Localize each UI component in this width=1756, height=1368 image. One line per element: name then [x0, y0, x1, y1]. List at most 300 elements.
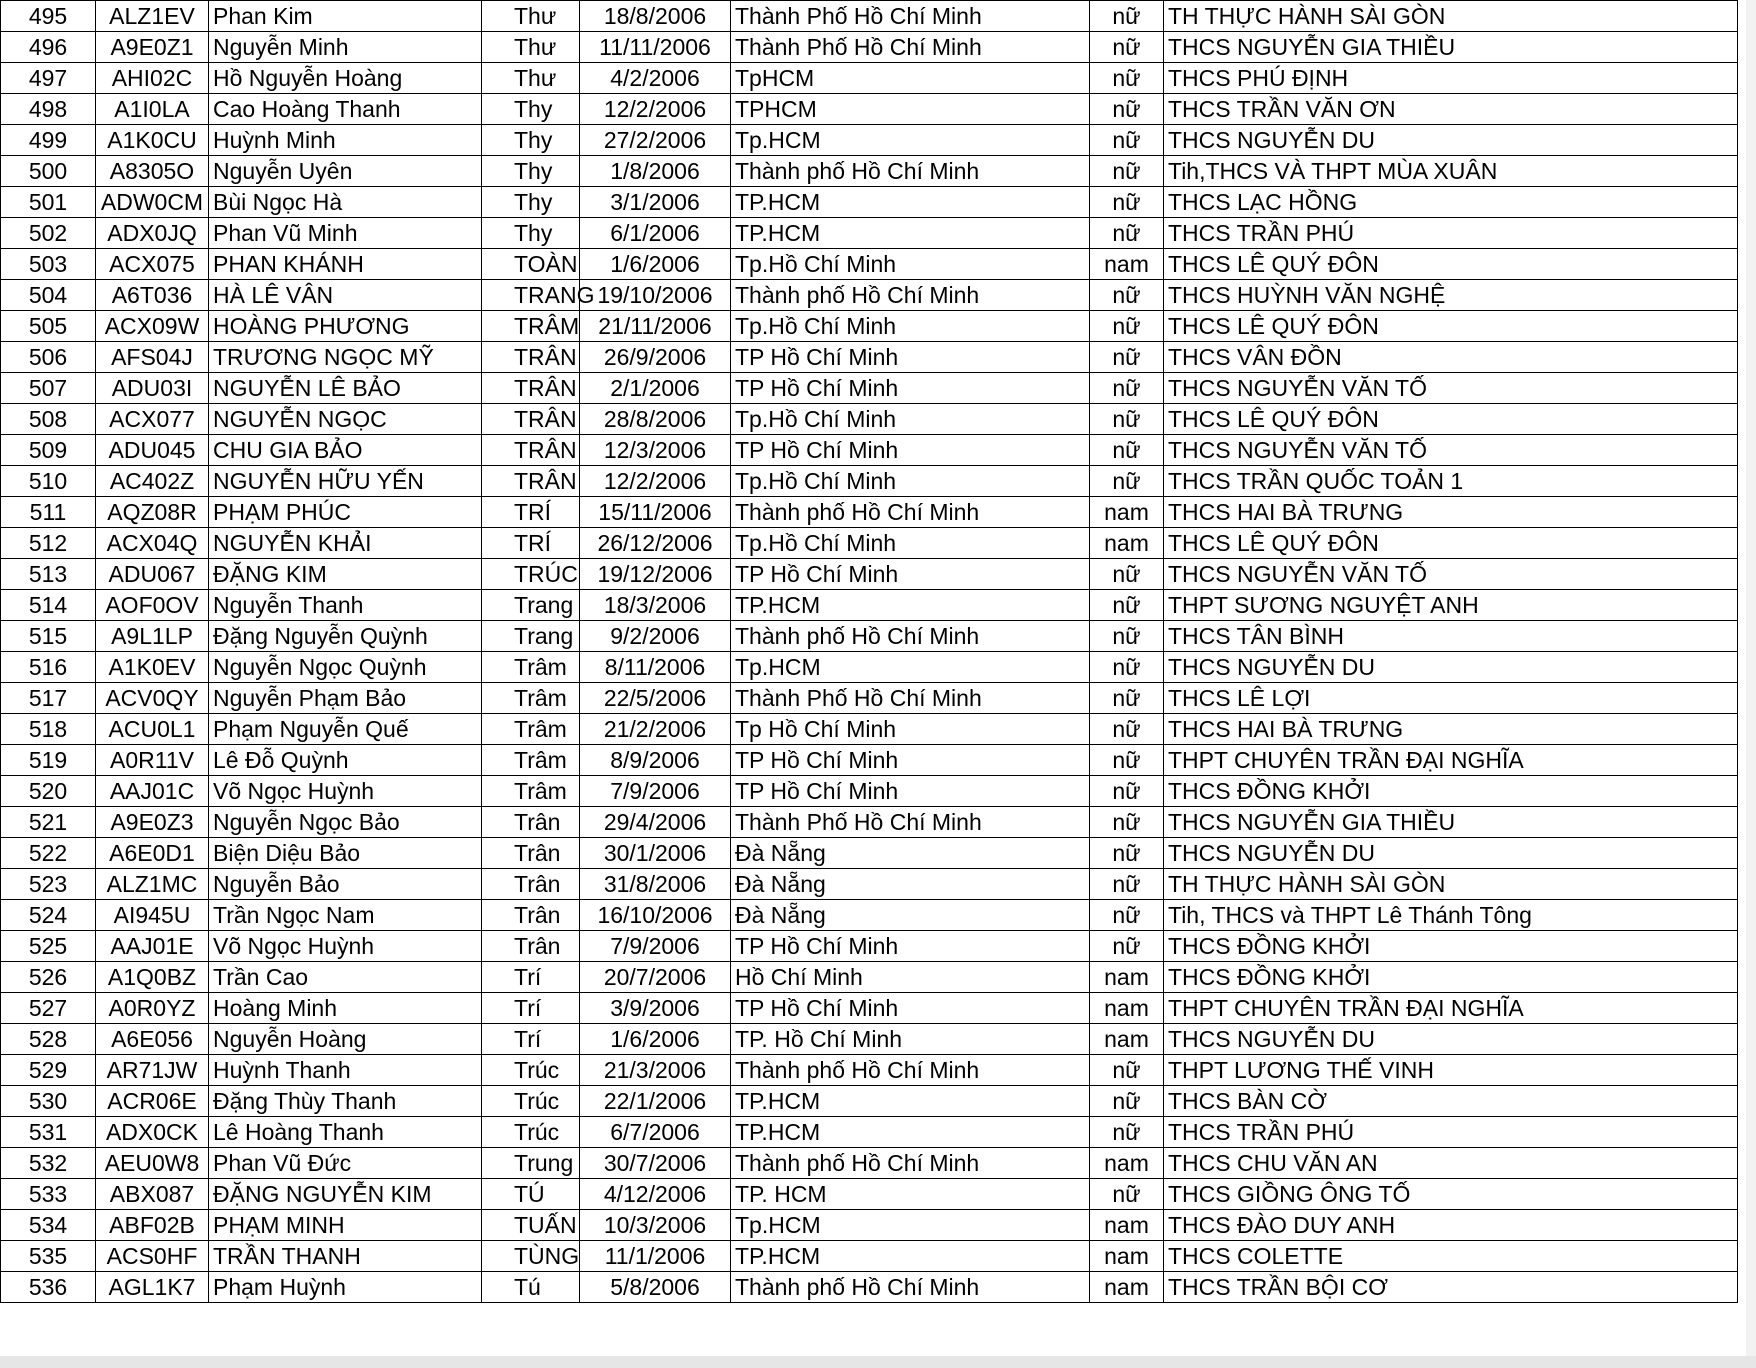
school-cell[interactable]: THCS LẠC HỒNG — [1164, 187, 1738, 218]
first-name-cell[interactable]: Trí — [482, 962, 580, 993]
birth-date-cell[interactable]: 18/3/2006 — [580, 590, 731, 621]
school-cell[interactable]: THCS NGUYỄN VĂN TỐ — [1164, 559, 1738, 590]
row-number-cell[interactable]: 528 — [1, 1024, 96, 1055]
surname-cell[interactable]: Nguyễn Phạm Bảo — [209, 683, 482, 714]
student-code-cell[interactable]: AI945U — [96, 900, 209, 931]
school-cell[interactable]: THCS ĐỒNG KHỞI — [1164, 931, 1738, 962]
surname-cell[interactable]: NGUYỄN KHẢI — [209, 528, 482, 559]
school-cell[interactable]: THCS NGUYỄN VĂN TỐ — [1164, 435, 1738, 466]
birth-date-cell[interactable]: 12/2/2006 — [580, 466, 731, 497]
surname-cell[interactable]: Huỳnh Thanh — [209, 1055, 482, 1086]
gender-cell[interactable]: nữ — [1090, 435, 1164, 466]
row-number-cell[interactable]: 512 — [1, 528, 96, 559]
birth-place-cell[interactable]: TP. HCM — [731, 1179, 1090, 1210]
row-number-cell[interactable]: 516 — [1, 652, 96, 683]
student-code-cell[interactable]: ACX04Q — [96, 528, 209, 559]
school-cell[interactable]: THPT LƯƠNG THẾ VINH — [1164, 1055, 1738, 1086]
row-number-cell[interactable]: 532 — [1, 1148, 96, 1179]
gender-cell[interactable]: nữ — [1090, 714, 1164, 745]
first-name-cell[interactable]: TRÚC — [482, 559, 580, 590]
gender-cell[interactable]: nữ — [1090, 94, 1164, 125]
first-name-cell[interactable]: TRÍ — [482, 497, 580, 528]
row-number-cell[interactable]: 505 — [1, 311, 96, 342]
student-code-cell[interactable]: AOF0OV — [96, 590, 209, 621]
gender-cell[interactable]: nữ — [1090, 683, 1164, 714]
first-name-cell[interactable]: Thư — [482, 1, 580, 32]
first-name-cell[interactable]: Thy — [482, 94, 580, 125]
row-number-cell[interactable]: 531 — [1, 1117, 96, 1148]
row-number-cell[interactable]: 535 — [1, 1241, 96, 1272]
gender-cell[interactable]: nữ — [1090, 931, 1164, 962]
first-name-cell[interactable]: Trí — [482, 993, 580, 1024]
school-cell[interactable]: THCS VÂN ĐỒN — [1164, 342, 1738, 373]
surname-cell[interactable]: Đặng Thùy Thanh — [209, 1086, 482, 1117]
first-name-cell[interactable]: Thy — [482, 156, 580, 187]
student-code-cell[interactable]: ADU03I — [96, 373, 209, 404]
student-code-cell[interactable]: AFS04J — [96, 342, 209, 373]
row-number-cell[interactable]: 495 — [1, 1, 96, 32]
surname-cell[interactable]: Phan Vũ Đức — [209, 1148, 482, 1179]
first-name-cell[interactable]: Trân — [482, 869, 580, 900]
student-code-cell[interactable]: ADU067 — [96, 559, 209, 590]
row-number-cell[interactable]: 499 — [1, 125, 96, 156]
first-name-cell[interactable]: TRÂN — [482, 435, 580, 466]
student-code-cell[interactable]: ACV0QY — [96, 683, 209, 714]
birth-place-cell[interactable]: TP.HCM — [731, 1117, 1090, 1148]
student-code-cell[interactable]: ACS0HF — [96, 1241, 209, 1272]
birth-place-cell[interactable]: TP.HCM — [731, 218, 1090, 249]
surname-cell[interactable]: NGUYỄN LÊ BẢO — [209, 373, 482, 404]
birth-date-cell[interactable]: 10/3/2006 — [580, 1210, 731, 1241]
student-code-cell[interactable]: ACR06E — [96, 1086, 209, 1117]
birth-place-cell[interactable]: TP Hồ Chí Minh — [731, 776, 1090, 807]
student-code-cell[interactable]: A0R0YZ — [96, 993, 209, 1024]
student-code-cell[interactable]: ABX087 — [96, 1179, 209, 1210]
birth-place-cell[interactable]: TP.HCM — [731, 1241, 1090, 1272]
student-code-cell[interactable]: A9E0Z1 — [96, 32, 209, 63]
row-number-cell[interactable]: 509 — [1, 435, 96, 466]
gender-cell[interactable]: nữ — [1090, 1086, 1164, 1117]
surname-cell[interactable]: TRẦN THANH — [209, 1241, 482, 1272]
gender-cell[interactable]: nữ — [1090, 1179, 1164, 1210]
first-name-cell[interactable]: Trang — [482, 621, 580, 652]
student-code-cell[interactable]: AC402Z — [96, 466, 209, 497]
school-cell[interactable]: THCS LÊ QUÝ ĐÔN — [1164, 311, 1738, 342]
row-number-cell[interactable]: 497 — [1, 63, 96, 94]
gender-cell[interactable]: nam — [1090, 528, 1164, 559]
row-number-cell[interactable]: 523 — [1, 869, 96, 900]
birth-date-cell[interactable]: 22/5/2006 — [580, 683, 731, 714]
birth-date-cell[interactable]: 22/1/2006 — [580, 1086, 731, 1117]
row-number-cell[interactable]: 534 — [1, 1210, 96, 1241]
surname-cell[interactable]: Cao Hoàng Thanh — [209, 94, 482, 125]
birth-place-cell[interactable]: TP.HCM — [731, 590, 1090, 621]
gender-cell[interactable]: nữ — [1090, 466, 1164, 497]
birth-date-cell[interactable]: 1/8/2006 — [580, 156, 731, 187]
birth-date-cell[interactable]: 4/2/2006 — [580, 63, 731, 94]
birth-place-cell[interactable]: TP Hồ Chí Minh — [731, 342, 1090, 373]
birth-date-cell[interactable]: 11/11/2006 — [580, 32, 731, 63]
school-cell[interactable]: THCS NGUYỄN DU — [1164, 1024, 1738, 1055]
birth-date-cell[interactable]: 31/8/2006 — [580, 869, 731, 900]
birth-place-cell[interactable]: TP.HCM — [731, 187, 1090, 218]
first-name-cell[interactable]: TRÂN — [482, 466, 580, 497]
school-cell[interactable]: THPT SƯƠNG NGUYỆT ANH — [1164, 590, 1738, 621]
surname-cell[interactable]: PHAN KHÁNH — [209, 249, 482, 280]
student-code-cell[interactable]: AAJ01C — [96, 776, 209, 807]
school-cell[interactable]: THPT CHUYÊN TRẦN ĐẠI NGHĨA — [1164, 745, 1738, 776]
birth-place-cell[interactable]: TpHCM — [731, 63, 1090, 94]
gender-cell[interactable]: nữ — [1090, 311, 1164, 342]
birth-place-cell[interactable]: Thành phố Hồ Chí Minh — [731, 621, 1090, 652]
birth-date-cell[interactable]: 21/11/2006 — [580, 311, 731, 342]
gender-cell[interactable]: nữ — [1090, 900, 1164, 931]
student-code-cell[interactable]: AGL1K7 — [96, 1272, 209, 1303]
surname-cell[interactable]: Trần Ngọc Nam — [209, 900, 482, 931]
school-cell[interactable]: THCS HAI BÀ TRƯNG — [1164, 714, 1738, 745]
gender-cell[interactable]: nữ — [1090, 807, 1164, 838]
row-number-cell[interactable]: 508 — [1, 404, 96, 435]
birth-date-cell[interactable]: 5/8/2006 — [580, 1272, 731, 1303]
birth-date-cell[interactable]: 8/9/2006 — [580, 745, 731, 776]
row-number-cell[interactable]: 511 — [1, 497, 96, 528]
first-name-cell[interactable]: Trúc — [482, 1086, 580, 1117]
school-cell[interactable]: THCS ĐỒNG KHỞI — [1164, 962, 1738, 993]
birth-date-cell[interactable]: 20/7/2006 — [580, 962, 731, 993]
student-code-cell[interactable]: ALZ1MC — [96, 869, 209, 900]
first-name-cell[interactable]: TÙNG — [482, 1241, 580, 1272]
gender-cell[interactable]: nữ — [1090, 559, 1164, 590]
student-code-cell[interactable]: ALZ1EV — [96, 1, 209, 32]
school-cell[interactable]: THCS BÀN CỜ — [1164, 1086, 1738, 1117]
birth-date-cell[interactable]: 9/2/2006 — [580, 621, 731, 652]
birth-date-cell[interactable]: 26/12/2006 — [580, 528, 731, 559]
row-number-cell[interactable]: 529 — [1, 1055, 96, 1086]
surname-cell[interactable]: NGUYỄN NGỌC — [209, 404, 482, 435]
first-name-cell[interactable]: Thy — [482, 187, 580, 218]
gender-cell[interactable]: nữ — [1090, 838, 1164, 869]
first-name-cell[interactable]: TÚ — [482, 1179, 580, 1210]
birth-date-cell[interactable]: 8/11/2006 — [580, 652, 731, 683]
row-number-cell[interactable]: 500 — [1, 156, 96, 187]
birth-place-cell[interactable]: TP Hồ Chí Minh — [731, 559, 1090, 590]
birth-place-cell[interactable]: Thành Phố Hồ Chí Minh — [731, 683, 1090, 714]
student-code-cell[interactable]: A1Q0BZ — [96, 962, 209, 993]
school-cell[interactable]: THCS ĐỒNG KHỞI — [1164, 776, 1738, 807]
birth-place-cell[interactable]: Tp.Hồ Chí Minh — [731, 249, 1090, 280]
first-name-cell[interactable]: Trân — [482, 807, 580, 838]
gender-cell[interactable]: nữ — [1090, 621, 1164, 652]
student-code-cell[interactable]: A6E0D1 — [96, 838, 209, 869]
birth-date-cell[interactable]: 3/1/2006 — [580, 187, 731, 218]
school-cell[interactable]: THCS TRẦN PHÚ — [1164, 218, 1738, 249]
gender-cell[interactable]: nữ — [1090, 1117, 1164, 1148]
birth-place-cell[interactable]: TP Hồ Chí Minh — [731, 435, 1090, 466]
student-code-cell[interactable]: ADU045 — [96, 435, 209, 466]
student-code-cell[interactable]: AHI02C — [96, 63, 209, 94]
gender-cell[interactable]: nam — [1090, 249, 1164, 280]
first-name-cell[interactable]: TRANG — [482, 280, 580, 311]
first-name-cell[interactable]: TUẤN — [482, 1210, 580, 1241]
vertical-scrollbar[interactable] — [1746, 0, 1756, 1368]
school-cell[interactable]: THCS CHU VĂN AN — [1164, 1148, 1738, 1179]
birth-place-cell[interactable]: Hồ Chí Minh — [731, 962, 1090, 993]
birth-date-cell[interactable]: 30/7/2006 — [580, 1148, 731, 1179]
birth-date-cell[interactable]: 1/6/2006 — [580, 249, 731, 280]
gender-cell[interactable]: nữ — [1090, 32, 1164, 63]
birth-place-cell[interactable]: Tp.HCM — [731, 125, 1090, 156]
student-code-cell[interactable]: A9L1LP — [96, 621, 209, 652]
school-cell[interactable]: THCS LÊ LỢI — [1164, 683, 1738, 714]
surname-cell[interactable]: Đặng Nguyễn Quỳnh — [209, 621, 482, 652]
birth-place-cell[interactable]: Thành phố Hồ Chí Minh — [731, 156, 1090, 187]
first-name-cell[interactable]: Thư — [482, 63, 580, 94]
surname-cell[interactable]: Nguyễn Bảo — [209, 869, 482, 900]
first-name-cell[interactable]: TRÂN — [482, 342, 580, 373]
surname-cell[interactable]: Phan Vũ Minh — [209, 218, 482, 249]
row-number-cell[interactable]: 536 — [1, 1272, 96, 1303]
student-code-cell[interactable]: AAJ01E — [96, 931, 209, 962]
school-cell[interactable]: THCS GIỒNG ÔNG TỐ — [1164, 1179, 1738, 1210]
row-number-cell[interactable]: 519 — [1, 745, 96, 776]
birth-date-cell[interactable]: 21/3/2006 — [580, 1055, 731, 1086]
school-cell[interactable]: TH THỰC HÀNH SÀI GÒN — [1164, 1, 1738, 32]
school-cell[interactable]: THCS NGUYỄN DU — [1164, 652, 1738, 683]
school-cell[interactable]: Tih,THCS VÀ THPT MÙA XUÂN — [1164, 156, 1738, 187]
row-number-cell[interactable]: 524 — [1, 900, 96, 931]
first-name-cell[interactable]: Trang — [482, 590, 580, 621]
surname-cell[interactable]: Biện Diệu Bảo — [209, 838, 482, 869]
birth-date-cell[interactable]: 6/7/2006 — [580, 1117, 731, 1148]
first-name-cell[interactable]: TRÂN — [482, 373, 580, 404]
school-cell[interactable]: TH THỰC HÀNH SÀI GÒN — [1164, 869, 1738, 900]
student-code-cell[interactable]: ACX077 — [96, 404, 209, 435]
student-code-cell[interactable]: A1I0LA — [96, 94, 209, 125]
row-number-cell[interactable]: 514 — [1, 590, 96, 621]
surname-cell[interactable]: Phan Kim — [209, 1, 482, 32]
birth-place-cell[interactable]: TP Hồ Chí Minh — [731, 931, 1090, 962]
student-code-cell[interactable]: ACX075 — [96, 249, 209, 280]
birth-place-cell[interactable]: Thành Phố Hồ Chí Minh — [731, 32, 1090, 63]
birth-date-cell[interactable]: 18/8/2006 — [580, 1, 731, 32]
surname-cell[interactable]: Võ Ngọc Huỳnh — [209, 776, 482, 807]
birth-place-cell[interactable]: Tp.Hồ Chí Minh — [731, 311, 1090, 342]
first-name-cell[interactable]: Trung — [482, 1148, 580, 1179]
row-number-cell[interactable]: 527 — [1, 993, 96, 1024]
birth-place-cell[interactable]: Thành phố Hồ Chí Minh — [731, 280, 1090, 311]
surname-cell[interactable]: Lê Đỗ Quỳnh — [209, 745, 482, 776]
gender-cell[interactable]: nữ — [1090, 125, 1164, 156]
birth-date-cell[interactable]: 19/12/2006 — [580, 559, 731, 590]
birth-place-cell[interactable]: Tp.Hồ Chí Minh — [731, 466, 1090, 497]
row-number-cell[interactable]: 517 — [1, 683, 96, 714]
row-number-cell[interactable]: 518 — [1, 714, 96, 745]
student-code-cell[interactable]: A8305O — [96, 156, 209, 187]
first-name-cell[interactable]: Trân — [482, 931, 580, 962]
birth-place-cell[interactable]: Đà Nẵng — [731, 869, 1090, 900]
school-cell[interactable]: THCS LÊ QUÝ ĐÔN — [1164, 404, 1738, 435]
surname-cell[interactable]: Phạm Huỳnh — [209, 1272, 482, 1303]
birth-date-cell[interactable]: 19/10/2006 — [580, 280, 731, 311]
school-cell[interactable]: THCS TÂN BÌNH — [1164, 621, 1738, 652]
birth-place-cell[interactable]: Thành phố Hồ Chí Minh — [731, 1272, 1090, 1303]
birth-place-cell[interactable]: Tp.HCM — [731, 1210, 1090, 1241]
school-cell[interactable]: THCS HUỲNH VĂN NGHỆ — [1164, 280, 1738, 311]
student-code-cell[interactable]: ADX0CK — [96, 1117, 209, 1148]
birth-date-cell[interactable]: 2/1/2006 — [580, 373, 731, 404]
surname-cell[interactable]: CHU GIA BẢO — [209, 435, 482, 466]
first-name-cell[interactable]: TRÂN — [482, 404, 580, 435]
surname-cell[interactable]: Bùi Ngọc Hà — [209, 187, 482, 218]
gender-cell[interactable]: nữ — [1090, 404, 1164, 435]
gender-cell[interactable]: nam — [1090, 993, 1164, 1024]
student-code-cell[interactable]: A0R11V — [96, 745, 209, 776]
gender-cell[interactable]: nữ — [1090, 745, 1164, 776]
first-name-cell[interactable]: Trâm — [482, 745, 580, 776]
row-number-cell[interactable]: 525 — [1, 931, 96, 962]
surname-cell[interactable]: Nguyễn Ngọc Quỳnh — [209, 652, 482, 683]
first-name-cell[interactable]: Trâm — [482, 652, 580, 683]
student-code-cell[interactable]: ADW0CM — [96, 187, 209, 218]
school-cell[interactable]: THCS NGUYỄN VĂN TỐ — [1164, 373, 1738, 404]
surname-cell[interactable]: Nguyễn Uyên — [209, 156, 482, 187]
birth-date-cell[interactable]: 12/3/2006 — [580, 435, 731, 466]
school-cell[interactable]: THCS TRẦN VĂN ƠN — [1164, 94, 1738, 125]
birth-date-cell[interactable]: 21/2/2006 — [580, 714, 731, 745]
student-code-cell[interactable]: AEU0W8 — [96, 1148, 209, 1179]
birth-place-cell[interactable]: Đà Nẵng — [731, 900, 1090, 931]
surname-cell[interactable]: HOÀNG PHƯƠNG — [209, 311, 482, 342]
birth-place-cell[interactable]: TP Hồ Chí Minh — [731, 373, 1090, 404]
school-cell[interactable]: THCS NGUYỄN DU — [1164, 838, 1738, 869]
first-name-cell[interactable]: Trâm — [482, 714, 580, 745]
first-name-cell[interactable]: TRÂM — [482, 311, 580, 342]
gender-cell[interactable]: nữ — [1090, 342, 1164, 373]
surname-cell[interactable]: NGUYỄN HỮU YẾN — [209, 466, 482, 497]
school-cell[interactable]: THCS NGUYỄN GIA THIỀU — [1164, 807, 1738, 838]
row-number-cell[interactable]: 522 — [1, 838, 96, 869]
school-cell[interactable]: THCS NGUYỄN GIA THIỀU — [1164, 32, 1738, 63]
row-number-cell[interactable]: 515 — [1, 621, 96, 652]
gender-cell[interactable]: nữ — [1090, 776, 1164, 807]
birth-date-cell[interactable]: 12/2/2006 — [580, 94, 731, 125]
surname-cell[interactable]: TRƯƠNG NGỌC MỸ — [209, 342, 482, 373]
gender-cell[interactable]: nữ — [1090, 869, 1164, 900]
first-name-cell[interactable]: Trâm — [482, 776, 580, 807]
school-cell[interactable]: THPT CHUYÊN TRẦN ĐẠI NGHĨA — [1164, 993, 1738, 1024]
first-name-cell[interactable]: TRÍ — [482, 528, 580, 559]
first-name-cell[interactable]: Thư — [482, 32, 580, 63]
birth-place-cell[interactable]: Thành Phố Hồ Chí Minh — [731, 1, 1090, 32]
gender-cell[interactable]: nữ — [1090, 187, 1164, 218]
birth-place-cell[interactable]: Thành phố Hồ Chí Minh — [731, 1148, 1090, 1179]
first-name-cell[interactable]: Thy — [482, 218, 580, 249]
gender-cell[interactable]: nam — [1090, 1272, 1164, 1303]
birth-place-cell[interactable]: Tp.HCM — [731, 652, 1090, 683]
gender-cell[interactable]: nam — [1090, 1024, 1164, 1055]
student-code-cell[interactable]: A1K0EV — [96, 652, 209, 683]
student-code-cell[interactable]: ADX0JQ — [96, 218, 209, 249]
surname-cell[interactable]: HÀ LÊ VÂN — [209, 280, 482, 311]
row-number-cell[interactable]: 502 — [1, 218, 96, 249]
birth-date-cell[interactable]: 11/1/2006 — [580, 1241, 731, 1272]
first-name-cell[interactable]: Trúc — [482, 1055, 580, 1086]
row-number-cell[interactable]: 513 — [1, 559, 96, 590]
surname-cell[interactable]: Phạm Nguyễn Quế — [209, 714, 482, 745]
student-code-cell[interactable]: A9E0Z3 — [96, 807, 209, 838]
surname-cell[interactable]: Hồ Nguyễn Hoàng — [209, 63, 482, 94]
birth-place-cell[interactable]: Tp.Hồ Chí Minh — [731, 528, 1090, 559]
student-code-cell[interactable]: A1K0CU — [96, 125, 209, 156]
horizontal-scrollbar[interactable] — [0, 1356, 1756, 1368]
gender-cell[interactable]: nam — [1090, 497, 1164, 528]
first-name-cell[interactable]: Trân — [482, 838, 580, 869]
student-code-cell[interactable]: ABF02B — [96, 1210, 209, 1241]
school-cell[interactable]: THCS TRẦN BỘI CƠ — [1164, 1272, 1738, 1303]
birth-date-cell[interactable]: 6/1/2006 — [580, 218, 731, 249]
first-name-cell[interactable]: Trân — [482, 900, 580, 931]
gender-cell[interactable]: nữ — [1090, 280, 1164, 311]
birth-date-cell[interactable]: 26/9/2006 — [580, 342, 731, 373]
birth-date-cell[interactable]: 30/1/2006 — [580, 838, 731, 869]
birth-place-cell[interactable]: TP Hồ Chí Minh — [731, 745, 1090, 776]
first-name-cell[interactable]: Thy — [482, 125, 580, 156]
row-number-cell[interactable]: 510 — [1, 466, 96, 497]
surname-cell[interactable]: Nguyễn Minh — [209, 32, 482, 63]
surname-cell[interactable]: Huỳnh Minh — [209, 125, 482, 156]
row-number-cell[interactable]: 533 — [1, 1179, 96, 1210]
birth-place-cell[interactable]: Thành phố Hồ Chí Minh — [731, 497, 1090, 528]
student-code-cell[interactable]: A6T036 — [96, 280, 209, 311]
first-name-cell[interactable]: Tú — [482, 1272, 580, 1303]
gender-cell[interactable]: nữ — [1090, 652, 1164, 683]
gender-cell[interactable]: nam — [1090, 1241, 1164, 1272]
row-number-cell[interactable]: 530 — [1, 1086, 96, 1117]
gender-cell[interactable]: nữ — [1090, 1055, 1164, 1086]
row-number-cell[interactable]: 526 — [1, 962, 96, 993]
student-code-cell[interactable]: AR71JW — [96, 1055, 209, 1086]
surname-cell[interactable]: Hoàng Minh — [209, 993, 482, 1024]
birth-place-cell[interactable]: TPHCM — [731, 94, 1090, 125]
school-cell[interactable]: THCS ĐÀO DUY ANH — [1164, 1210, 1738, 1241]
surname-cell[interactable]: Lê Hoàng Thanh — [209, 1117, 482, 1148]
birth-place-cell[interactable]: Tp.Hồ Chí Minh — [731, 404, 1090, 435]
birth-place-cell[interactable]: TP. Hồ Chí Minh — [731, 1024, 1090, 1055]
surname-cell[interactable]: Nguyễn Hoàng — [209, 1024, 482, 1055]
row-number-cell[interactable]: 507 — [1, 373, 96, 404]
birth-date-cell[interactable]: 3/9/2006 — [580, 993, 731, 1024]
row-number-cell[interactable]: 498 — [1, 94, 96, 125]
birth-place-cell[interactable]: Thành Phố Hồ Chí Minh — [731, 807, 1090, 838]
gender-cell[interactable]: nam — [1090, 1210, 1164, 1241]
birth-date-cell[interactable]: 4/12/2006 — [580, 1179, 731, 1210]
birth-place-cell[interactable]: Thành phố Hồ Chí Minh — [731, 1055, 1090, 1086]
row-number-cell[interactable]: 504 — [1, 280, 96, 311]
school-cell[interactable]: THCS TRẦN PHÚ — [1164, 1117, 1738, 1148]
surname-cell[interactable]: Nguyễn Ngọc Bảo — [209, 807, 482, 838]
school-cell[interactable]: Tih, THCS và THPT Lê Thánh Tông — [1164, 900, 1738, 931]
first-name-cell[interactable]: Trí — [482, 1024, 580, 1055]
gender-cell[interactable]: nữ — [1090, 63, 1164, 94]
student-code-cell[interactable]: ACU0L1 — [96, 714, 209, 745]
first-name-cell[interactable]: Trúc — [482, 1117, 580, 1148]
surname-cell[interactable]: ĐẶNG KIM — [209, 559, 482, 590]
row-number-cell[interactable]: 496 — [1, 32, 96, 63]
student-code-cell[interactable]: AQZ08R — [96, 497, 209, 528]
gender-cell[interactable]: nam — [1090, 1148, 1164, 1179]
birth-place-cell[interactable]: TP.HCM — [731, 1086, 1090, 1117]
surname-cell[interactable]: Trần Cao — [209, 962, 482, 993]
